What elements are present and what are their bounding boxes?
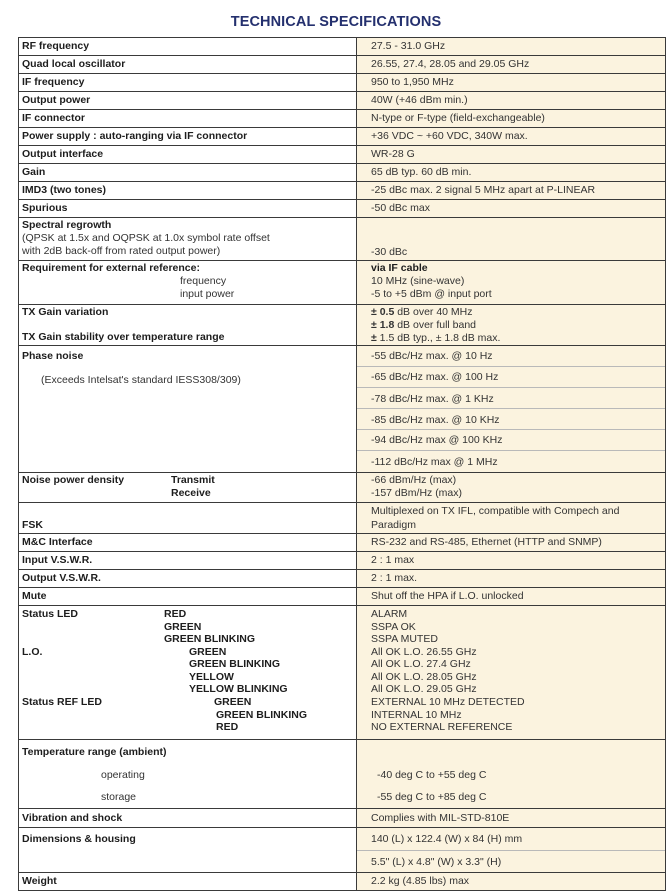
row-label: Weight [22, 875, 57, 887]
spec-table [18, 37, 666, 891]
row-sublabel: input power [180, 288, 235, 300]
row-label: Gain [22, 166, 46, 178]
row-value: Shut off the HPA if L.O. unlocked [371, 590, 524, 602]
divider [357, 366, 665, 367]
divider [357, 408, 665, 409]
row-value: dB over 40 MHz [394, 306, 473, 318]
row-value-heading: via IF cable [371, 262, 428, 274]
row-value: 5.5" (L) x 4.8" (W) x 3.3" (H) [371, 856, 502, 868]
led-state: RED [216, 721, 239, 733]
row-value: -50 dBc max [371, 202, 430, 214]
divider [357, 850, 665, 851]
led-meaning: ALARM [371, 608, 408, 620]
table-row [19, 305, 666, 346]
phase-noise-value: -78 dBc/Hz max. @ 1 KHz [371, 393, 494, 405]
row-value: 40W (+46 dBm min.) [371, 94, 468, 106]
table-row [19, 503, 666, 534]
row-value: Complies with MIL-STD-810E [371, 812, 510, 824]
led-state: GREEN [164, 621, 202, 633]
row-label: Requirement for external reference: [22, 262, 200, 274]
phase-noise-value: -112 dBc/Hz max @ 1 MHz [371, 456, 498, 468]
row-sublabel: Receive [171, 487, 211, 499]
row-label: Noise power density [22, 474, 125, 486]
table-row [19, 74, 666, 92]
table-row [19, 38, 666, 56]
row-label: Status LED [22, 608, 79, 620]
row-label: RF frequency [22, 40, 90, 52]
table-row [19, 346, 666, 473]
plus-minus: ± [371, 319, 377, 331]
plus-minus: ± [371, 306, 377, 318]
led-state: GREEN [214, 696, 252, 708]
row-label: FSK [22, 519, 43, 531]
row-value: 2 : 1 max. [371, 572, 418, 584]
table-row [19, 92, 666, 110]
row-label: IF frequency [22, 76, 85, 88]
led-state: YELLOW BLINKING [189, 683, 288, 695]
phase-noise-value: -55 dBc/Hz max. @ 10 Hz [371, 350, 493, 362]
row-value: -157 dBm/Hz (max) [371, 487, 463, 499]
table-row [19, 534, 666, 552]
table-row [19, 873, 666, 891]
table-row [19, 164, 666, 182]
row-value: 26.55, 27.4, 28.05 and 29.05 GHz [371, 58, 530, 70]
row-sublabel: with 2dB back-off from rated output power) [22, 245, 221, 257]
divider [357, 450, 665, 451]
row-value: -40 deg C to +55 deg C [377, 769, 487, 781]
table-row [19, 56, 666, 74]
row-label: IMD3 (two tones) [22, 184, 106, 196]
row-value: dB over full band [394, 319, 477, 331]
led-meaning: All OK L.O. 26.55 GHz [371, 646, 477, 658]
table-row [19, 261, 666, 305]
row-label: Mute [22, 590, 47, 602]
row-value: -30 dBc [371, 246, 408, 258]
row-value: +36 VDC ~ +60 VDC, 340W max. [371, 130, 528, 142]
divider [357, 429, 665, 430]
row-sublabel: operating [101, 769, 145, 781]
row-sublabel: Transmit [171, 474, 215, 486]
page-title: TECHNICAL SPECIFICATIONS [230, 14, 442, 30]
row-label: Output power [22, 94, 91, 106]
led-meaning: All OK L.O. 28.05 GHz [371, 671, 477, 683]
table-row [19, 588, 666, 606]
plus-minus: ± [371, 332, 377, 344]
row-label: IF connector [22, 112, 86, 124]
led-meaning: NO EXTERNAL REFERENCE [371, 721, 513, 733]
table-row [19, 552, 666, 570]
table-row [19, 218, 666, 261]
table-row [19, 146, 666, 164]
led-meaning: SSPA OK [371, 621, 416, 633]
row-label: Dimensions & housing [22, 833, 136, 845]
row-value: 10 MHz (sine-wave) [371, 275, 465, 287]
led-state: GREEN BLINKING [164, 633, 256, 645]
row-sublabel: (QPSK at 1.5x and OQPSK at 1.0x symbol rate offset [22, 232, 270, 244]
row-value: 950 to 1,950 MHz [371, 76, 454, 88]
table-row [19, 606, 666, 740]
phase-noise-value: -85 dBc/Hz max. @ 10 KHz [371, 414, 500, 426]
led-meaning: INTERNAL 10 MHz [371, 709, 462, 721]
row-label: Phase noise [22, 350, 84, 362]
table-row [19, 128, 666, 146]
divider [357, 387, 665, 388]
row-label: M&C Interface [22, 536, 93, 548]
row-value: 2.2 kg (4.85 lbs) max [371, 875, 470, 887]
row-note: (Exceeds Intelsat's standard IESS308/309) [41, 374, 241, 386]
led-meaning: All OK L.O. 29.05 GHz [371, 683, 477, 695]
row-value: -66 dBm/Hz (max) [371, 474, 457, 486]
row-value-num: 1.8 [379, 319, 395, 331]
row-value: 1.5 dB typ., ± 1.8 dB max. [376, 332, 501, 344]
row-value: 140 (L) x 122.4 (W) x 84 (H) mm [371, 833, 523, 845]
table-row [19, 570, 666, 588]
table-row [19, 809, 666, 828]
row-label: Power supply : auto-ranging via IF connector [22, 130, 248, 142]
row-value: N-type or F-type (field-exchangeable) [371, 112, 545, 124]
table-row [19, 473, 666, 503]
led-meaning: EXTERNAL 10 MHz DETECTED [371, 696, 525, 708]
row-value: WR-28 G [371, 148, 415, 160]
led-meaning: SSPA MUTED [371, 633, 438, 645]
row-value: Multiplexed on TX IFL, compatible with Compech and [371, 505, 620, 517]
row-label: L.O. [22, 646, 43, 658]
row-value: 65 dB typ. 60 dB min. [371, 166, 472, 178]
table-row [19, 182, 666, 200]
led-meaning: All OK L.O. 27.4 GHz [371, 658, 471, 670]
phase-noise-value: -65 dBc/Hz max. @ 100 Hz [371, 371, 499, 383]
row-label: Spurious [22, 202, 68, 214]
row-sublabel: frequency [180, 275, 227, 287]
row-value: Paradigm [371, 519, 416, 531]
led-state: GREEN [189, 646, 227, 658]
row-value: -55 deg C to +85 deg C [377, 791, 487, 803]
led-state: RED [164, 608, 187, 620]
led-state: YELLOW [189, 671, 234, 683]
row-sublabel: storage [101, 791, 137, 803]
row-value-num: 0.5 [379, 306, 395, 318]
row-value: 27.5 - 31.0 GHz [371, 40, 446, 52]
row-label: Output interface [22, 148, 104, 160]
phase-noise-value: -94 dBc/Hz max @ 100 KHz [371, 434, 503, 446]
row-value: -5 to +5 dBm @ input port [371, 288, 492, 300]
row-label: Output V.S.W.R. [22, 572, 101, 584]
row-label: Input V.S.W.R. [22, 554, 93, 566]
row-label: TX Gain variation [22, 306, 109, 318]
row-value: 2 : 1 max [371, 554, 415, 566]
table-row [19, 110, 666, 128]
led-state: GREEN BLINKING [216, 709, 308, 721]
table-row [19, 200, 666, 218]
row-value: -25 dBc max. 2 signal 5 MHz apart at P-LINEAR [371, 184, 596, 196]
table-row [19, 740, 666, 809]
row-label: TX Gain stability over temperature range [22, 331, 225, 343]
row-label: Status REF LED [22, 696, 102, 708]
table-row [19, 828, 666, 873]
led-state: GREEN BLINKING [189, 658, 281, 670]
row-label: Quad local oscillator [22, 58, 126, 70]
row-label: Temperature range (ambient) [22, 746, 167, 758]
row-label: Vibration and shock [22, 812, 123, 824]
row-label: Spectral regrowth [22, 219, 112, 231]
row-value: RS-232 and RS-485, Ethernet (HTTP and SNMP) [371, 536, 602, 548]
